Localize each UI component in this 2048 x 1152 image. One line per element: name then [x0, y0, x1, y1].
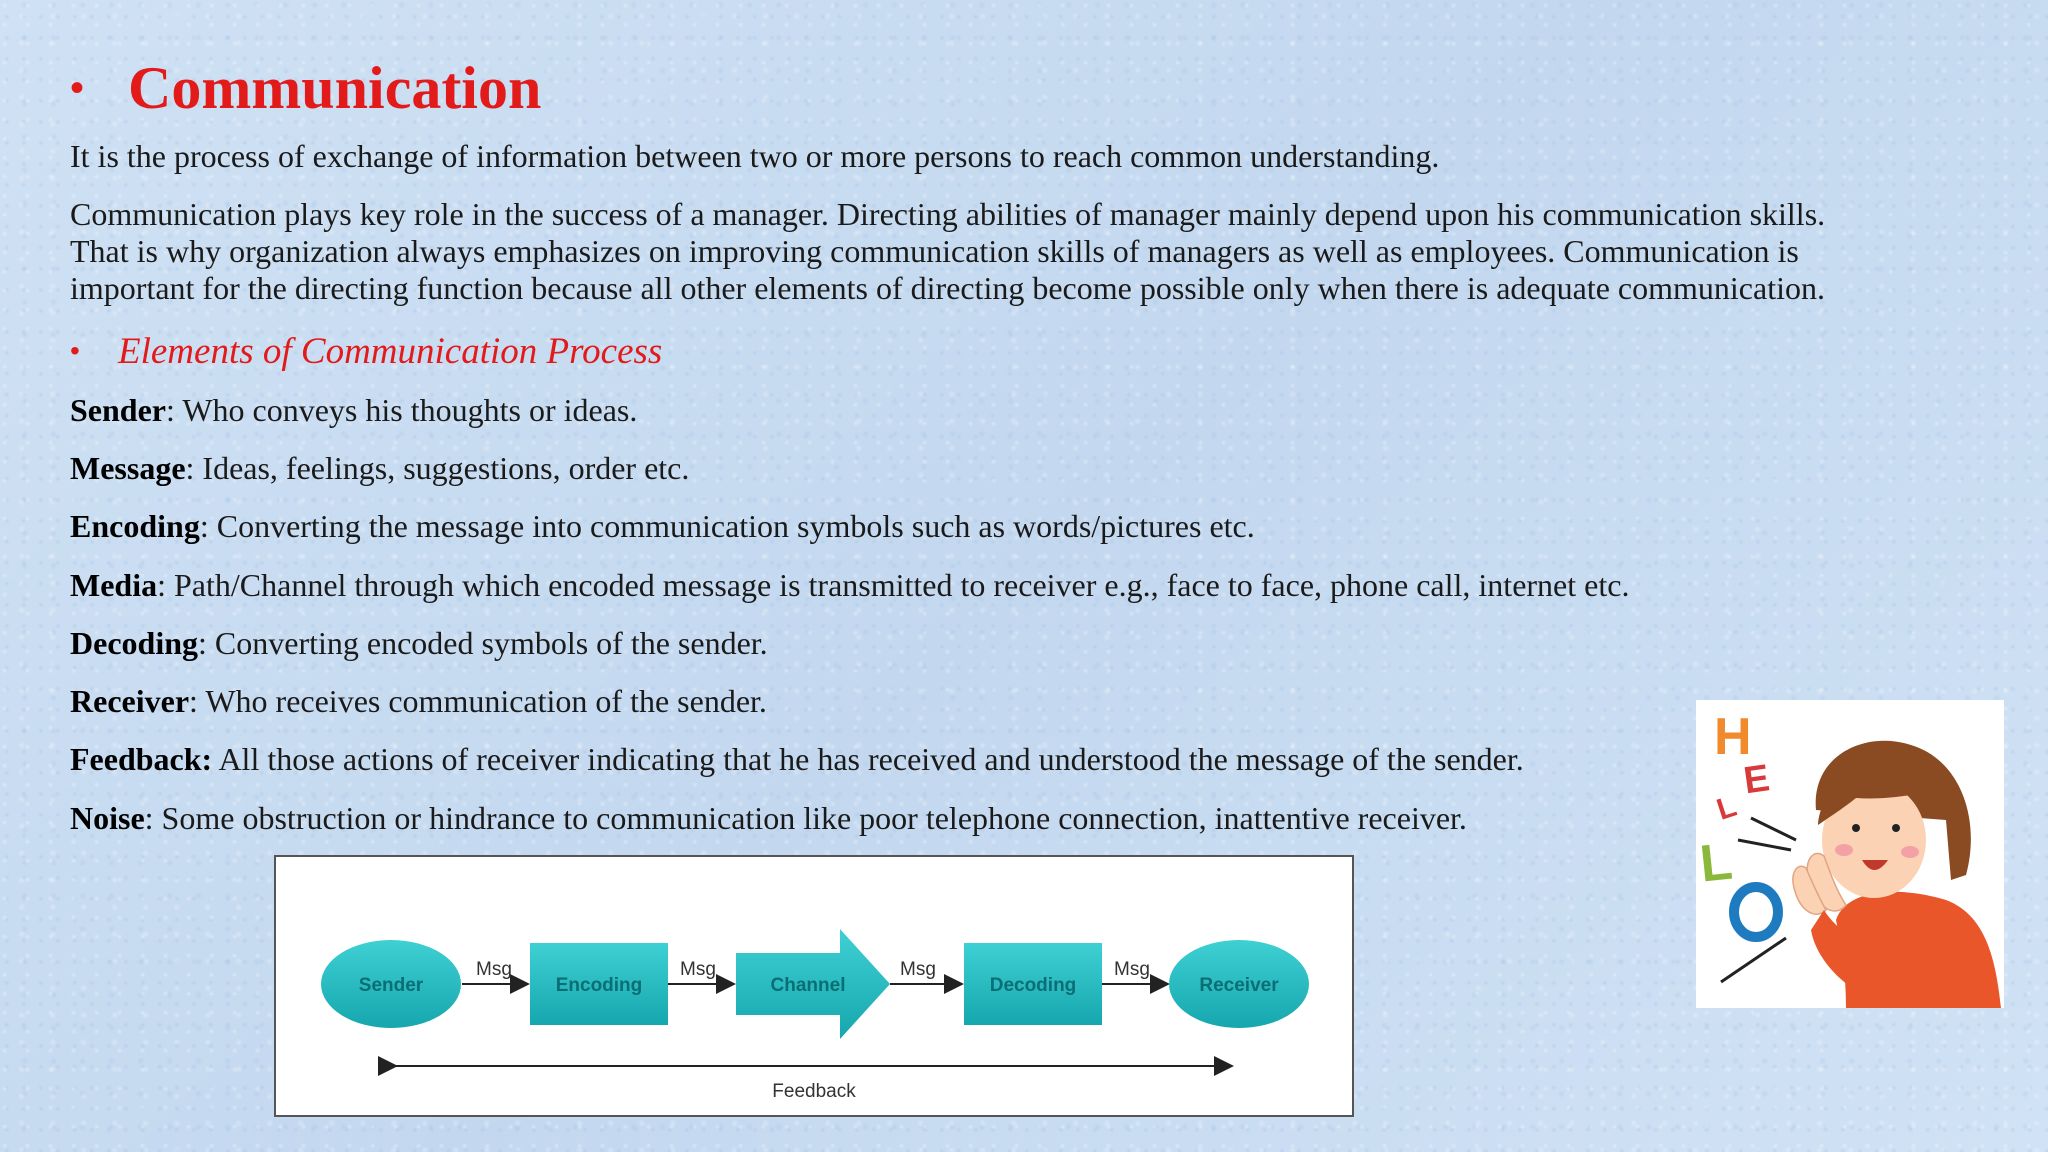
slide-title: [70, 48, 541, 128]
element-decoding: Decoding: Converting encoded symbols of the sender.: [70, 625, 768, 661]
girl-eye: [1892, 824, 1900, 832]
decoding-node-label: Decoding: [989, 975, 1077, 996]
sound-line: [1738, 840, 1791, 850]
letter-l1: L: [1712, 789, 1741, 827]
title-bullet: •: [70, 65, 85, 110]
importance-line: That is why organization always emphasizes on improving communication skills of managers as well as employees. Communication is: [70, 233, 1799, 269]
element-desc: Who conveys his thoughts or ideas.: [182, 392, 638, 428]
element-desc: Ideas, feelings, suggestions, order etc.: [202, 450, 690, 486]
element-receiver: Receiver: Who receives communication of the sender.: [70, 683, 767, 719]
girl-cheek: [1835, 844, 1853, 856]
element-term: Encoding: [70, 508, 200, 544]
letter-h: H: [1714, 708, 1752, 766]
subheading-bullet: •: [70, 335, 80, 366]
importance-line: important for the directing function because all other elements of directing become possible only when there is adequate communication.: [70, 270, 1825, 306]
importance-paragraph: [70, 196, 1970, 307]
sound-line: [1751, 818, 1796, 840]
importance-line: Communication plays key role in the success of a manager. Directing abilities of manager mainly depend upon his communication skills.: [70, 196, 1826, 232]
msg-label: Msg: [900, 959, 936, 980]
element-desc: All those actions of receiver indicating that he has received and understood the message of the sender.: [218, 741, 1524, 777]
msg-label: Msg: [1114, 959, 1150, 980]
letter-l2: L: [1697, 832, 1736, 894]
element-noise: Noise: Some obstruction or hindrance to communication like poor telephone connection, inattentive receiver.: [70, 800, 1467, 836]
element-term: Feedback:: [70, 741, 213, 777]
element-desc: Converting encoded symbols of the sender.: [214, 625, 768, 661]
title-text: Communication: [128, 54, 542, 121]
element-term: Sender: [70, 392, 166, 428]
channel-node-label: Channel: [770, 975, 846, 996]
element-term: Media: [70, 567, 158, 603]
element-term: Decoding: [70, 625, 198, 661]
letter-o: [1734, 887, 1778, 937]
element-encoding: Encoding: Converting the message into communication symbols such as words/pictures etc.: [70, 508, 1255, 544]
msg-label: Msg: [680, 959, 716, 980]
elements-subheading: [70, 328, 662, 374]
definition-paragraph: It is the process of exchange of information between two or more persons to reach common understanding.: [70, 138, 1440, 174]
element-sender: Sender: Who conveys his thoughts or ideas.: [70, 392, 638, 428]
element-term: Noise: [70, 800, 145, 836]
receiver-node-label: Receiver: [1199, 975, 1279, 996]
communication-process-diagram: [274, 855, 1354, 1117]
hello-illustration: [1696, 700, 2004, 1008]
girl-cheek: [1901, 846, 1919, 858]
feedback-label: Feedback: [772, 1081, 856, 1102]
letter-e: E: [1741, 757, 1773, 803]
sender-node-label: Sender: [358, 975, 424, 996]
diagram-svg: [276, 857, 1352, 1115]
element-message: Message: Ideas, feelings, suggestions, order etc.: [70, 450, 690, 486]
element-media: Media: Path/Channel through which encoded message is transmitted to receiver e.g., face to face, phone call, internet etc.: [70, 567, 1630, 603]
element-feedback: [70, 739, 1524, 779]
element-desc: Who receives communication of the sender.: [205, 683, 767, 719]
element-desc: Converting the message into communication symbols such as words/pictures etc.: [216, 508, 1255, 544]
element-term: Message: [70, 450, 186, 486]
element-term: Receiver: [70, 683, 190, 719]
msg-label: Msg: [476, 959, 512, 980]
sound-line: [1721, 938, 1786, 982]
hello-illustration-svg: [1696, 700, 2004, 1008]
subheading-text: Elements of Communication Process: [118, 330, 663, 372]
encoding-node-label: Encoding: [555, 975, 643, 996]
element-desc: Path/Channel through which encoded message is transmitted to receiver e.g., face to face, phone call, internet etc.: [173, 567, 1630, 603]
element-desc: Some obstruction or hindrance to communication like poor telephone connection, inattentive receiver.: [161, 800, 1467, 836]
girl-eye: [1852, 824, 1860, 832]
